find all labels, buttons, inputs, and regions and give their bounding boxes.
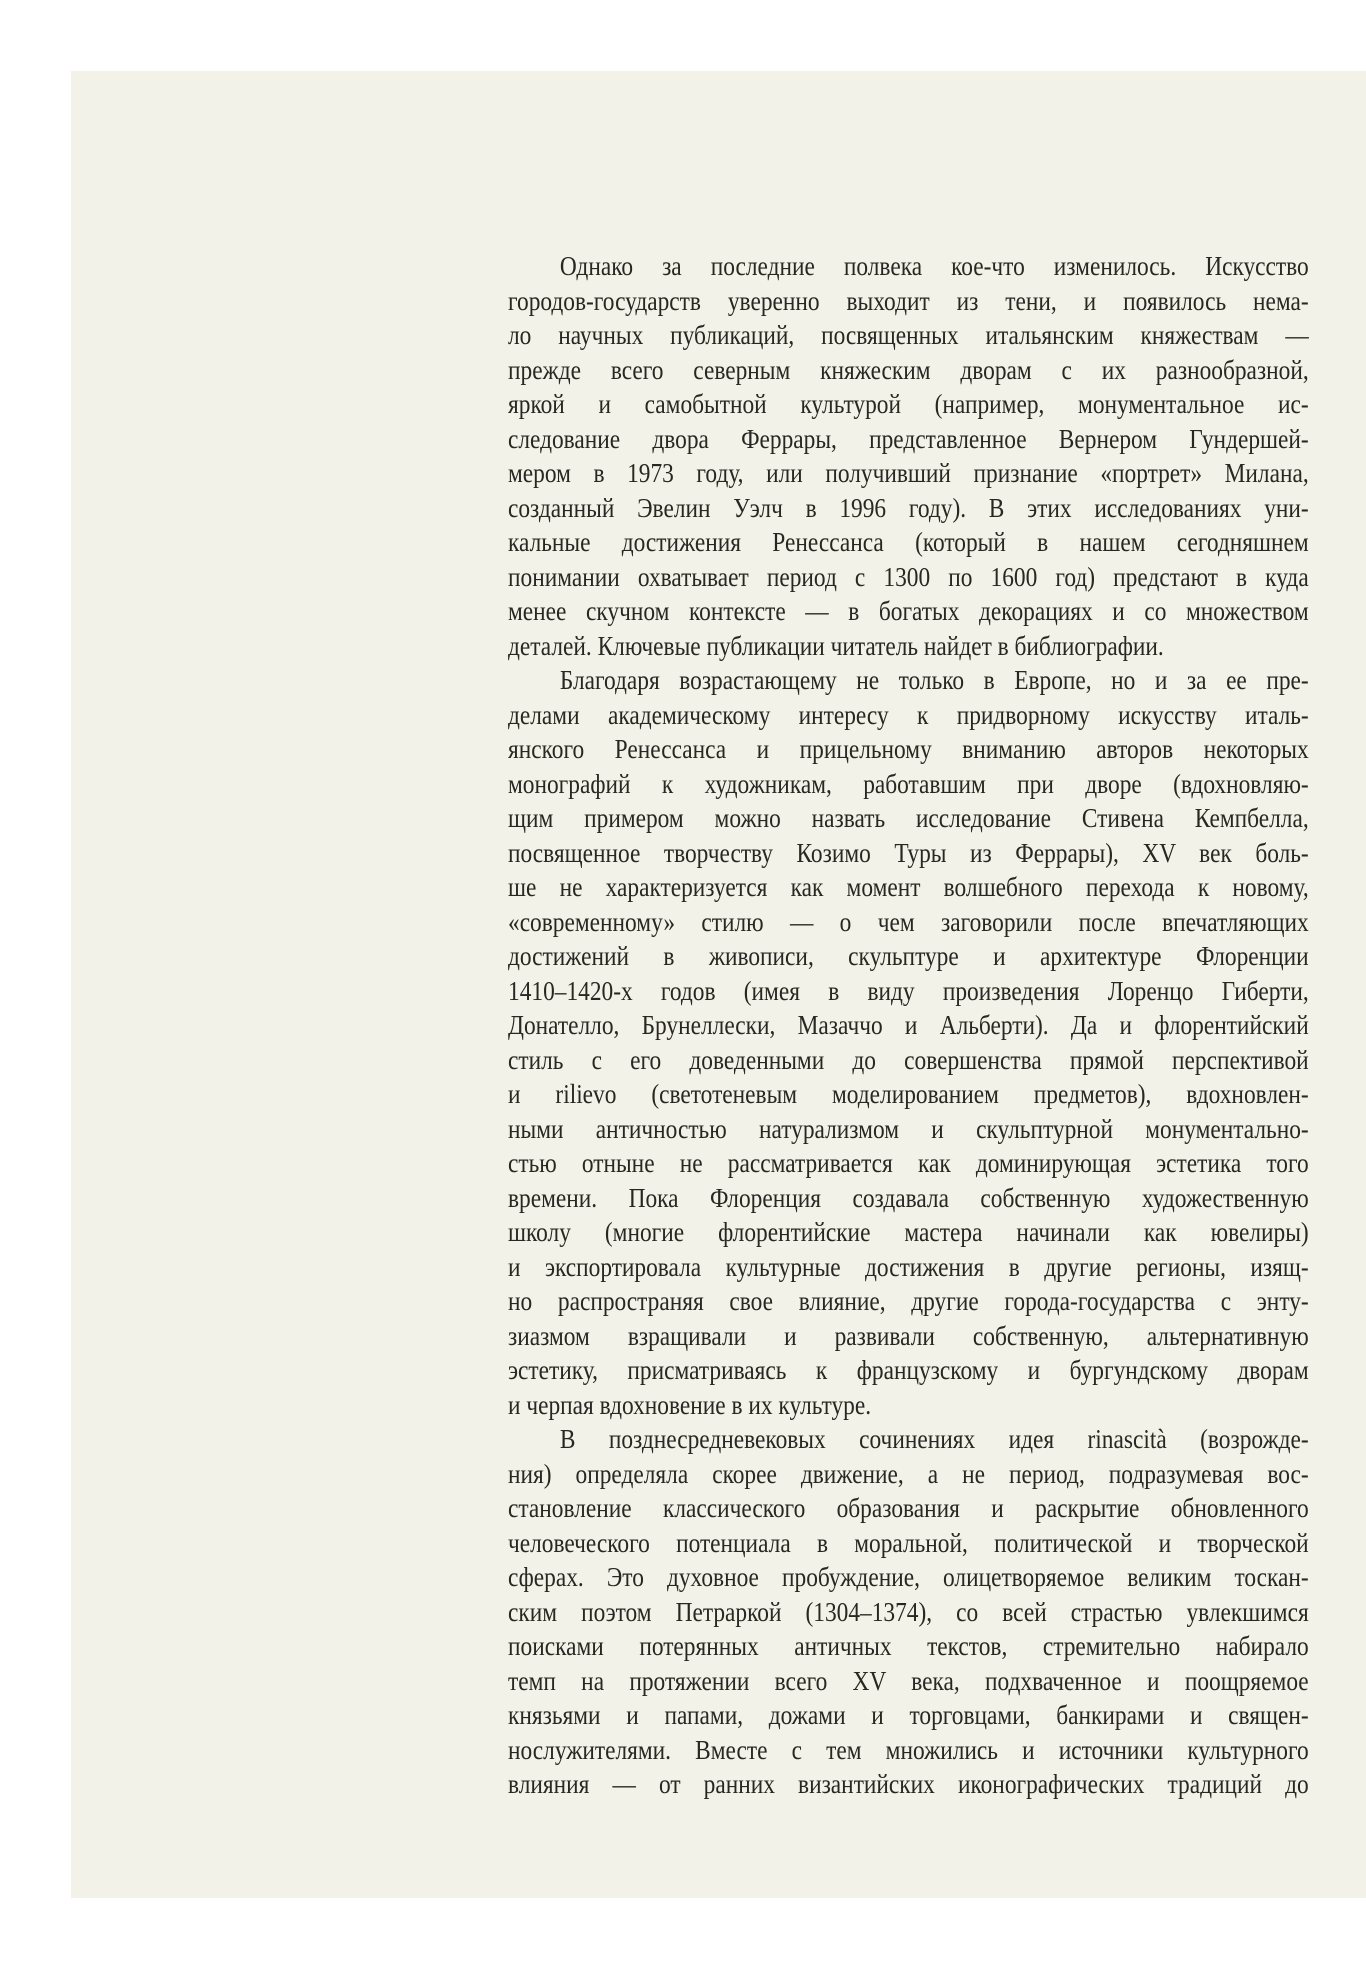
text-line-content: нослужителями. Вместе с тем множились и источники культурного — [508, 1733, 1309, 1765]
text-line — [508, 1388, 1309, 1423]
text-line-content: монографий к художникам, работавшим при дворе (вдохновляю- — [508, 767, 1309, 799]
paragraph — [508, 663, 1309, 1422]
text-line-content: ло научных публикаций, посвященных итальянским княжествам — — [508, 319, 1309, 350]
text-line-content: стиль с его доведенными до совершенства прямой перспективой — [508, 1043, 1309, 1075]
text-line — [508, 1491, 1309, 1526]
text-line-content: темп на протяжении всего XV века, подхваченное и поощряемое — [508, 1664, 1309, 1696]
text-line — [508, 629, 1309, 664]
text-line-content: щим примером можно назвать исследование Стивена Кемпбелла, — [508, 802, 1309, 833]
text-line — [508, 1733, 1309, 1768]
text-line-content: но распространяя свое влияние, другие города-государства с энту- — [508, 1285, 1309, 1316]
text-line — [508, 870, 1309, 905]
text-line — [508, 1526, 1309, 1561]
text-line — [508, 1008, 1309, 1043]
text-line-content: Благодаря возрастающему не только в Европе, но и за ее пре- — [559, 664, 1309, 695]
text-line — [508, 1664, 1309, 1699]
text-line-content: посвященное творчеству Козимо Туры из Феррары), XV век боль- — [508, 836, 1309, 868]
text-line — [508, 1353, 1309, 1388]
text-line — [508, 1595, 1309, 1630]
text-line-content: созданный Эвелин Уэлч в 1996 году). В этих исследованиях уни- — [508, 491, 1309, 523]
text-line — [508, 491, 1309, 526]
text-line-content: В позднесредневековых сочинениях идея rinascità (возрожде- — [559, 1423, 1309, 1454]
text-line-content: и rilievo (светотеневым моделированием предметов), вдохновлен- — [508, 1078, 1309, 1109]
text-line-content: школу (многие флорентийские мастера начинали как ювелиры) — [508, 1216, 1309, 1247]
text-line — [508, 1181, 1309, 1216]
text-line-content: человеческого потенциала в моральной, политической и творческой — [508, 1526, 1309, 1558]
text-line-content: эстетику, присматриваясь к французскому и бургундскому дворам — [508, 1354, 1309, 1385]
text-line-content: зиазмом взращивали и развивали собственную, альтернативную — [508, 1319, 1309, 1351]
text-line — [508, 1767, 1309, 1802]
text-line — [508, 560, 1309, 595]
text-line — [508, 1457, 1309, 1492]
text-line — [508, 698, 1309, 733]
text-line-content: городов-государств уверенно выходит из тени, и появилось нема- — [508, 284, 1309, 316]
text-line — [508, 939, 1309, 974]
text-line — [508, 1319, 1309, 1354]
text-line — [508, 353, 1309, 388]
text-line-content: ния) определяла скорее движение, а не период, подразумевая вос- — [508, 1457, 1309, 1489]
text-line-content: и черпая вдохновение в их культуре. — [508, 1388, 872, 1420]
text-line — [508, 456, 1309, 491]
text-line-content: «современному» стилю — о чем заговорили после впечатляющих — [508, 905, 1309, 937]
text-line — [508, 525, 1309, 560]
text-line — [508, 1284, 1309, 1319]
text-line-content: деталей. Ключевые публикации читатель найдет в библиографии. — [508, 629, 1164, 661]
text-line-content: 1410–1420-х годов (имея в виду произведения Лоренцо Гиберти, — [508, 974, 1309, 1006]
text-line-content: менее скучном контексте — в богатых декорациях и со множеством — [508, 595, 1309, 626]
text-column — [508, 249, 1309, 1802]
text-line — [508, 249, 1309, 284]
text-line — [508, 1422, 1309, 1457]
text-line-content: времени. Пока Флоренция создавала собственную художественную — [508, 1181, 1309, 1213]
text-line — [508, 974, 1309, 1009]
text-line — [508, 836, 1309, 871]
text-line-content: понимании охватывает период с 1300 по 1600 год) предстают в куда — [508, 560, 1309, 592]
text-line — [508, 801, 1309, 836]
text-line — [508, 387, 1309, 422]
paragraph — [508, 1422, 1309, 1802]
text-line — [508, 318, 1309, 353]
text-line-content: достижений в живописи, скульптуре и архитектуре Флоренции — [508, 940, 1309, 971]
text-line — [508, 594, 1309, 629]
text-line-content: становление классического образования и раскрытие обновленного — [508, 1492, 1309, 1523]
text-line-content: князьями и папами, дожами и торговцами, банкирами и священ- — [508, 1699, 1309, 1730]
text-line-content: и экспортировала культурные достижения в другие регионы, изящ- — [508, 1250, 1309, 1282]
text-line-content: Однако за последние полвека кое-что изменилось. Искусство — [559, 250, 1309, 281]
text-line — [508, 905, 1309, 940]
text-line — [508, 1215, 1309, 1250]
text-line-content: ше не характеризуется как момент волшебного перехода к новому, — [508, 871, 1309, 902]
text-line — [508, 1112, 1309, 1147]
text-line-content: ными античностью натурализмом и скульптурной монументально- — [508, 1112, 1309, 1144]
text-line — [508, 422, 1309, 457]
text-line-content: кальные достижения Ренессанса (который в нашем сегодняшнем — [508, 526, 1309, 557]
text-line — [508, 1077, 1309, 1112]
text-line — [508, 1629, 1309, 1664]
paragraph — [508, 249, 1309, 663]
book-page — [71, 71, 1366, 1898]
text-line-content: прежде всего северным княжеским дворам с их разнообразной, — [508, 353, 1309, 385]
text-line — [508, 1043, 1309, 1078]
text-line — [508, 284, 1309, 319]
text-line-content: делами академическому интересу к придворному искусству италь- — [508, 698, 1309, 730]
text-line-content: поисками потерянных античных текстов, стремительно набирало — [508, 1630, 1309, 1661]
text-line — [508, 1250, 1309, 1285]
text-line-content: сферах. Это духовное пробуждение, олицетворяемое великим тоскан- — [508, 1561, 1309, 1592]
text-line — [508, 1698, 1309, 1733]
text-line-content: ским поэтом Петраркой (1304–1374), со всей страстью увлекшимся — [508, 1595, 1309, 1627]
text-line — [508, 663, 1309, 698]
text-line-content: яркой и самобытной культурой (например, монументальное ис- — [508, 388, 1309, 419]
text-line — [508, 1146, 1309, 1181]
text-line — [508, 732, 1309, 767]
text-line-content: стью отныне не рассматривается как доминирующая эстетика того — [508, 1147, 1309, 1178]
text-line — [508, 767, 1309, 802]
text-line-content: Донателло, Брунеллески, Мазаччо и Альберти). Да и флорентийский — [508, 1009, 1309, 1040]
text-line-content: мером в 1973 году, или получивший признание «портрет» Милана, — [508, 457, 1309, 488]
text-line-content: следование двора Феррары, представленное Вернером Гундершей- — [508, 422, 1309, 454]
text-line — [508, 1560, 1309, 1595]
text-line-content: янского Ренессанса и прицельному вниманию авторов некоторых — [508, 733, 1309, 764]
text-line-content: влияния — от ранних византийских иконографических традиций до — [508, 1768, 1309, 1799]
